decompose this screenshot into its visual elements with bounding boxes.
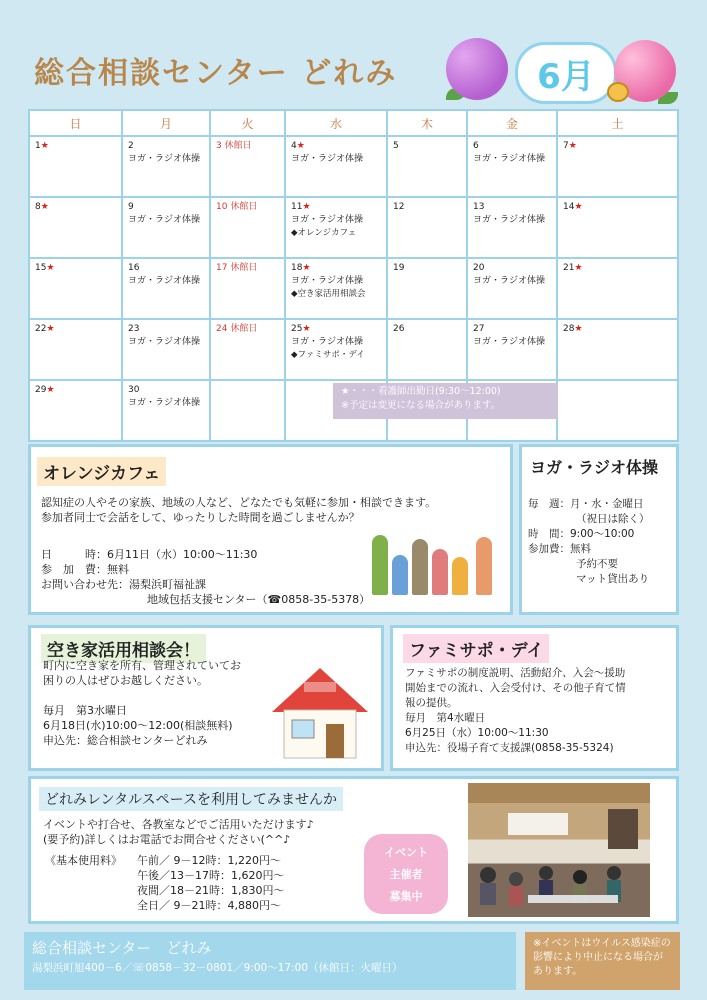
rental-room-photo bbox=[468, 783, 650, 917]
famisapo-panel bbox=[390, 625, 679, 771]
calendar-day-cell-sun bbox=[29, 197, 122, 258]
calendar-day-number: 19 bbox=[393, 263, 405, 273]
calendar-day-cell-sun bbox=[29, 258, 122, 319]
calendar-day-number: 14★ bbox=[563, 202, 583, 212]
calendar-day-cell-fri bbox=[467, 136, 557, 197]
yoga-panel bbox=[519, 444, 679, 615]
rental-desc2: (要予約)詳しくはお電話でお問合せください(^^♪ bbox=[43, 833, 291, 846]
rental-rate-night: 夜間／18－21時：1,830円～ bbox=[137, 884, 285, 897]
calendar-day-cell-sun bbox=[29, 380, 122, 441]
rental-rate-afternoon: 午後／13－17時：1,620円～ bbox=[137, 869, 285, 882]
calendar-day-cell-sat bbox=[557, 136, 678, 197]
footer-address: 湯梨浜町旭400－6／☏0858－32－0801／9:00～17:00（休館日：火曜日） bbox=[32, 962, 403, 974]
akiya-desc2: 困りの人はぜひお越しください。 bbox=[43, 674, 208, 687]
family-group-illustration bbox=[372, 533, 504, 595]
orange-cafe-fee: 無料 bbox=[107, 563, 129, 576]
calendar-day-cell-mon bbox=[122, 136, 210, 197]
rental-desc1: イベントや打合せ、各教室などでご活用いただけます♪ bbox=[43, 818, 314, 831]
calendar-event: ヨガ・ラジオ体操 bbox=[291, 154, 364, 164]
calendar-day-cell-tue bbox=[210, 136, 285, 197]
calendar-event: ヨガ・ラジオ体操 bbox=[473, 337, 546, 347]
akiya-desc1: 町内に空き家を所有、管理されていてお bbox=[43, 659, 241, 672]
calendar-day-cell-thu bbox=[387, 258, 467, 319]
weekday-thu: 木 bbox=[387, 110, 467, 136]
rental-rate-allday: 全日／ 9－21時：4,880円～ bbox=[137, 899, 281, 912]
calendar-day-cell-mon bbox=[122, 319, 210, 380]
calendar-day-cell-thu bbox=[387, 319, 467, 380]
calendar-day-number: 20 bbox=[473, 263, 485, 273]
calendar-day-cell-mon bbox=[122, 258, 210, 319]
calendar-note bbox=[333, 383, 558, 419]
calendar-day-cell-fri bbox=[467, 197, 557, 258]
calendar-week-row bbox=[29, 197, 678, 258]
calendar-day-number: 4★ bbox=[291, 141, 305, 151]
calendar-day-number: 11★ bbox=[291, 202, 311, 212]
famisapo-desc1: ファミサポの制度説明、活動紹介、入会～援助 bbox=[405, 667, 626, 679]
month-badge: 6月 bbox=[515, 42, 617, 104]
calendar-day-cell-thu bbox=[387, 197, 467, 258]
calendar-event: ヨガ・ラジオ体操 bbox=[128, 337, 201, 347]
calendar-day-cell-sun bbox=[29, 136, 122, 197]
calendar-day-cell-fri bbox=[467, 258, 557, 319]
page-title: 総合相談センター どれみ bbox=[34, 56, 398, 91]
yoga-schedule: 毎 週：月・水・金曜日 bbox=[528, 498, 644, 510]
orange-cafe-contact-label: お問い合わせ先： bbox=[41, 578, 129, 591]
yoga-mat: マット貸出あり bbox=[576, 573, 650, 585]
calendar-day-cell-sat bbox=[557, 258, 678, 319]
calendar-day-number: 1★ bbox=[35, 141, 49, 151]
calendar-day-number: 13 bbox=[473, 202, 485, 212]
calendar-day-number: 24 休館日 bbox=[216, 324, 258, 334]
snail-icon bbox=[607, 82, 629, 102]
calendar-event: ヨガ・ラジオ体操 bbox=[128, 154, 201, 164]
calendar-day-cell-wed bbox=[285, 258, 387, 319]
calendar-event: ヨガ・ラジオ体操 bbox=[128, 215, 201, 225]
orange-cafe-title: オレンジカフェ bbox=[37, 457, 166, 486]
weekday-sat: 土 bbox=[557, 110, 678, 136]
calendar-day-number: 16 bbox=[128, 263, 140, 273]
weekday-tue: 火 bbox=[210, 110, 285, 136]
calendar-day-number: 3 休館日 bbox=[216, 141, 252, 151]
calendar-week-row bbox=[29, 319, 678, 380]
calendar-header-row bbox=[29, 110, 678, 136]
famisapo-desc2: 開始までの流れ、入会受付け、その他子育て情 bbox=[405, 682, 626, 694]
calendar-day-cell-tue bbox=[210, 319, 285, 380]
orange-cafe-desc1: 認知症の人やその家族、地域の人など、どなたでも気軽に参加・相談できます。 bbox=[41, 496, 437, 509]
weekday-sun: 日 bbox=[29, 110, 122, 136]
calendar-day-cell-sat bbox=[557, 380, 678, 441]
calendar-day-cell-wed bbox=[285, 319, 387, 380]
footer-name: 総合相談センター どれみ bbox=[32, 939, 212, 957]
event-line3: 募集中 bbox=[389, 890, 423, 903]
caution-note: ※イベントはウイルス感染症の影響により中止になる場合があります。 bbox=[525, 932, 680, 990]
calendar-day-cell-tue bbox=[210, 380, 285, 441]
calendar-day-number: 2 bbox=[128, 141, 134, 151]
famisapo-contact: 申込先：役場子育て支援課(0858-35-5324) bbox=[405, 742, 614, 754]
calendar-event: ヨガ・ラジオ体操 bbox=[473, 276, 546, 286]
weekday-fri: 金 bbox=[467, 110, 557, 136]
calendar-day-number: 9 bbox=[128, 202, 134, 212]
calendar-day-number: 18★ bbox=[291, 263, 311, 273]
orange-cafe-date-label: 日 時： bbox=[41, 548, 107, 561]
calendar-event: ヨガ・ラジオ体操 bbox=[291, 215, 364, 225]
calendar-event: ヨガ・ラジオ体操 bbox=[473, 154, 546, 164]
yoga-reservation: 予約不要 bbox=[576, 558, 618, 570]
calendar-event: ◆空き家活用相談会 bbox=[291, 289, 366, 299]
calendar-event: ◆ファミサポ・デイ bbox=[291, 350, 365, 360]
calendar-event: ヨガ・ラジオ体操 bbox=[128, 398, 201, 408]
rental-rate-morning: 午前／ 9－12時：1,220円～ bbox=[137, 854, 281, 867]
calendar-day-cell-tue bbox=[210, 258, 285, 319]
orange-cafe-date: 6月11日（水）10:00～11:30 bbox=[107, 548, 258, 561]
calendar-day-number: 27 bbox=[473, 324, 485, 334]
famisapo-title: ファミサポ・デイ bbox=[403, 634, 549, 663]
akiya-date: 6月18日(水)10:00～12:00(相談無料) bbox=[43, 719, 233, 732]
calendar-day-number: 26 bbox=[393, 324, 405, 334]
famisapo-desc3: 報の提供。 bbox=[405, 697, 458, 709]
orange-cafe-desc2: 参加者同士で会話をして、ゆったりした時間を過ごしませんか？ bbox=[41, 511, 360, 524]
calendar-day-cell-thu bbox=[387, 136, 467, 197]
calendar-event: ヨガ・ラジオ体操 bbox=[473, 215, 546, 225]
rental-title: どれみレンタルスペースを利用してみませんか bbox=[39, 787, 343, 811]
akiya-contact: 申込先：総合相談センターどれみ bbox=[43, 734, 208, 747]
famisapo-schedule: 毎月 第4水曜日 bbox=[405, 712, 486, 724]
calendar-day-number: 29★ bbox=[35, 385, 55, 395]
calendar-day-cell-wed bbox=[285, 136, 387, 197]
calendar-day-number: 30 bbox=[128, 385, 140, 395]
akiya-title: 空き家活用相談会！ bbox=[41, 634, 206, 663]
calendar-day-number: 6 bbox=[473, 141, 479, 151]
calendar-day-number: 17 休館日 bbox=[216, 263, 258, 273]
calendar-day-number: 10 休館日 bbox=[216, 202, 258, 212]
event-line1: イベント bbox=[384, 846, 428, 859]
yoga-time: 時 間：9:00～10:00 bbox=[528, 528, 635, 540]
rental-usage-label: 《基本使用料》 bbox=[45, 854, 122, 867]
calendar-day-number: 15★ bbox=[35, 263, 55, 273]
calendar-event: ヨガ・ラジオ体操 bbox=[291, 337, 364, 347]
calendar-day-cell-wed bbox=[285, 197, 387, 258]
famisapo-date: 6月25日（水）10:00～11:30 bbox=[405, 727, 549, 739]
calendar-day-number: 21★ bbox=[563, 263, 583, 273]
house-illustration bbox=[268, 664, 372, 762]
yoga-title: ヨガ・ラジオ体操 bbox=[530, 458, 659, 477]
calendar-day-number: 12 bbox=[393, 202, 405, 212]
calendar-week-row bbox=[29, 258, 678, 319]
calendar-day-cell-sun bbox=[29, 319, 122, 380]
calendar-day-number: 22★ bbox=[35, 324, 55, 334]
yoga-fee: 参加費：無料 bbox=[528, 543, 591, 555]
yoga-holiday-note: （祝日は除く） bbox=[576, 513, 650, 525]
calendar-day-number: 5 bbox=[393, 141, 399, 151]
orange-cafe-contact1: 湯梨浜町福祉課 bbox=[129, 578, 206, 591]
calendar-day-cell-mon bbox=[122, 197, 210, 258]
calendar-day-number: 28★ bbox=[563, 324, 583, 334]
calendar-event: ヨガ・ラジオ体操 bbox=[128, 276, 201, 286]
calendar-day-cell-sat bbox=[557, 319, 678, 380]
event-organizer-badge bbox=[364, 834, 448, 914]
calendar-event: ◆オレンジカフェ bbox=[291, 228, 357, 238]
calendar-day-number: 23 bbox=[128, 324, 140, 334]
calendar-day-number: 25★ bbox=[291, 324, 311, 334]
calendar-day-cell-sat bbox=[557, 197, 678, 258]
calendar-event: ヨガ・ラジオ体操 bbox=[291, 276, 364, 286]
footer bbox=[24, 932, 516, 990]
orange-cafe-fee-label: 参 加 費： bbox=[41, 563, 107, 576]
calendar-day-cell-tue bbox=[210, 197, 285, 258]
calendar-note-line1: ★・・・看護師出勤日(9:30～12:00) bbox=[341, 386, 501, 397]
weekday-mon: 月 bbox=[122, 110, 210, 136]
calendar-note-line2: ※予定は変更になる場合があります。 bbox=[341, 400, 501, 411]
orange-cafe-contact2: 地域包括支援センター（☎0858-35-5378） bbox=[147, 593, 371, 606]
calendar-day-cell-fri bbox=[467, 319, 557, 380]
calendar-day-number: 8★ bbox=[35, 202, 49, 212]
calendar-day-cell-mon bbox=[122, 380, 210, 441]
weekday-wed: 水 bbox=[285, 110, 387, 136]
calendar-day-number: 7★ bbox=[563, 141, 577, 151]
calendar-week-row bbox=[29, 136, 678, 197]
event-line2: 主催者 bbox=[389, 868, 423, 881]
akiya-schedule: 毎月 第3水曜日 bbox=[43, 704, 127, 717]
